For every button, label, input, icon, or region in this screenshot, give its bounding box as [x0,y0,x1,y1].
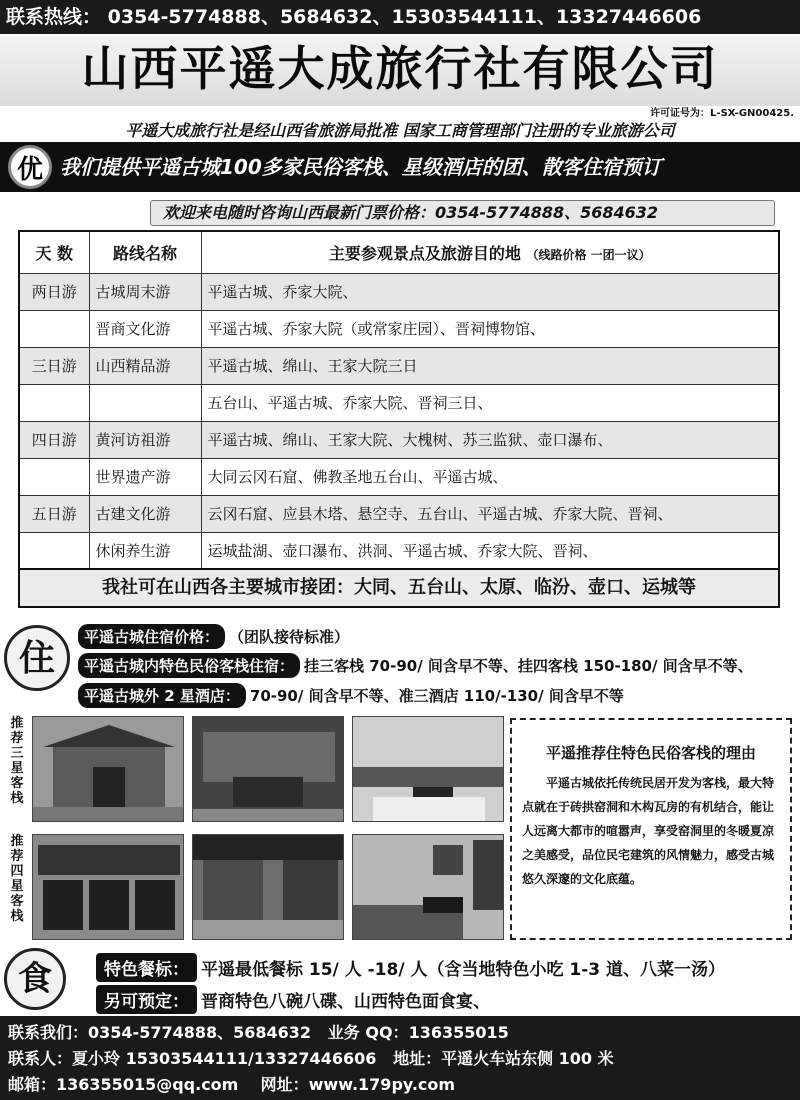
qq-label: 业务 QQ： [327,1023,409,1042]
route-days [19,384,89,421]
reason-body: 平遥古城依托传统民居开发为客栈，最大特点就在于砖拱窑洞和木构瓦房的有机结合，能让人远离大都市的喧嚣声，享受窑洞里的冬暖夏凉之美感受，品位民宅建筑的风情魅力，感受古城悠久深邃的文化底蕴。 [522,776,775,886]
table-row [19,347,779,384]
room-illustration [353,717,504,822]
header-destinations [201,231,779,273]
footer-contacts [0,1016,800,1100]
stay-inn-text: 挂三客栈 70-90/ 间含早不等、挂四客栈 150-180/ 间含早不等、 [304,657,753,675]
route-dest: 大同云冈石窟、佛教圣地五台山、平遥古城、 [201,458,779,495]
stay-hotel-row [78,683,624,708]
stay-hotel-text: 70-90/ 间含早不等、准三酒店 110/-130/ 间含早不等 [249,687,624,705]
header-days: 天 数 [19,231,89,273]
photo-4star-facade [32,834,184,940]
route-days: 三日游 [19,347,89,384]
route-name: 古城周末游 [89,273,201,310]
courtyard2-illustration [193,835,344,940]
route-name: 休闲养生游 [89,532,201,569]
address-label: 地址： [393,1049,442,1068]
route-name [89,384,201,421]
person-contact: 夏小玲 15303544111/13327446606 [72,1049,377,1068]
food-standard-text: 平遥最低餐标 15/ 人 -18/ 人（含当地特色小吃 1-3 道、八菜一汤） [201,960,726,980]
contact-label: 联系我们： [8,1023,89,1042]
routes-table [18,230,780,570]
table-row [19,495,779,532]
header-price-note: （线路价格 一团一议） [526,247,651,262]
consult-banner: 欢迎来电随时咨询山西最新门票价格：0354-5774888、5684632 [150,200,775,226]
food-standard-row [96,953,725,982]
route-name: 黄河访祖游 [89,421,201,458]
promo-banner [0,142,800,192]
route-name: 山西精品游 [89,347,201,384]
route-dest: 平遥古城、绵山、王家大院、大槐树、苏三监狱、壶口瀑布、 [201,421,779,458]
web-link[interactable]: www.179py.com [308,1075,456,1094]
route-dest: 云冈石窟、应县木塔、悬空寺、五台山、平遥古城、乔家大院、晋祠、 [201,495,779,532]
lobby-illustration [193,717,344,822]
route-days: 两日游 [19,273,89,310]
stay-inn-label: 平遥古城内特色民俗客栈住宿： [78,653,300,678]
hotline-bar [0,0,800,34]
food-reserve-row [96,985,490,1014]
approval-statement: 平遥大成旅行社是经山西省旅游局批准 国家工商管理部门注册的专业旅游公司 [125,121,675,140]
promo-text: 我们提供平遥古城100多家民俗客栈、星级酒店的团、散客住宿预订 [60,155,662,179]
route-name: 古建文化游 [89,495,201,532]
photo-inn-room [352,716,504,822]
food-reserve-label: 另可预定： [96,985,197,1014]
stay-seal-icon: 住 [4,625,70,691]
stay-price-label: 平遥古城住宿价格： [78,624,225,649]
reason-title: 平遥推荐住特色民俗客栈的理由 [545,744,756,762]
footer-line-2 [8,1046,792,1072]
license-number: 许可证号为：L-SX-GN00425. [650,108,794,119]
address-text: 平遥火车站东侧 100 米 [441,1049,614,1068]
label-3star-inns: 推荐三星客栈 [10,716,24,806]
food-reserve-text: 晋商特色八碗八碟、山西特色面食宴、 [201,992,490,1012]
hotline-label: 联系热线： [6,6,102,28]
hotline-numbers: 0354-5774888、5684632、15303544111、13327446606 [107,6,702,28]
photo-inn-lobby [192,716,344,822]
table-row [19,532,779,569]
photo-4star-courtyard [192,834,344,940]
footer-line-3 [8,1072,792,1098]
pickup-cities: 我社可在山西各主要城市接团：大同、五台山、太原、临汾、壶口、运城等 [18,570,780,608]
label-4star-inns: 推荐四星客栈 [10,834,24,924]
email-label: 邮箱： [8,1075,57,1094]
route-dest: 运城盐湖、壶口瀑布、洪洞、平遥古城、乔家大院、晋祠、 [201,532,779,569]
person-label: 联系人： [8,1049,73,1068]
web-label: 网址： [260,1075,309,1094]
header-route-name: 路线名称 [89,231,201,273]
route-dest: 平遥古城、乔家大院、 [201,273,779,310]
reason-box [510,718,792,940]
facade-illustration [33,835,184,940]
route-name: 晋商文化游 [89,310,201,347]
contact-phones: 0354-5774888、5684632 [88,1023,312,1042]
route-dest: 平遥古城、绵山、王家大院三日 [201,347,779,384]
room2-illustration [353,835,504,940]
route-dest: 平遥古城、乔家大院（或常家庄园）、晋祠博物馆、 [201,310,779,347]
route-days: 四日游 [19,421,89,458]
food-standard-label: 特色餐标： [96,953,197,982]
photo-inn-courtyard [32,716,184,822]
route-dest: 五台山、平遥古城、乔家大院、晋祠三日、 [201,384,779,421]
courtyard-illustration [33,717,184,822]
footer-line-1 [8,1020,792,1046]
stay-hotel-label: 平遥古城外 2 星酒店： [78,683,246,708]
routes-header-row [19,231,779,273]
stay-price-text: （团队接待标准） [229,628,350,646]
photo-4star-room [352,834,504,940]
route-name: 世界遗产游 [89,458,201,495]
company-name: 山西平遥大成旅行社有限公司 [0,34,800,106]
table-row [19,310,779,347]
food-seal-icon: 食 [4,948,66,1010]
table-row [19,421,779,458]
route-days [19,532,89,569]
table-row [19,273,779,310]
route-days [19,310,89,347]
stay-price-row [78,624,349,649]
header-dest-label: 主要参观景点及旅游目的地 [328,243,521,263]
table-row [19,384,779,421]
email-address[interactable]: 136355015@qq.com [56,1075,239,1094]
qq-number: 136355015 [408,1023,509,1042]
route-days [19,458,89,495]
table-row [19,458,779,495]
stay-inn-row [78,653,753,678]
promo-badge-icon: 优 [8,145,52,189]
route-days: 五日游 [19,495,89,532]
